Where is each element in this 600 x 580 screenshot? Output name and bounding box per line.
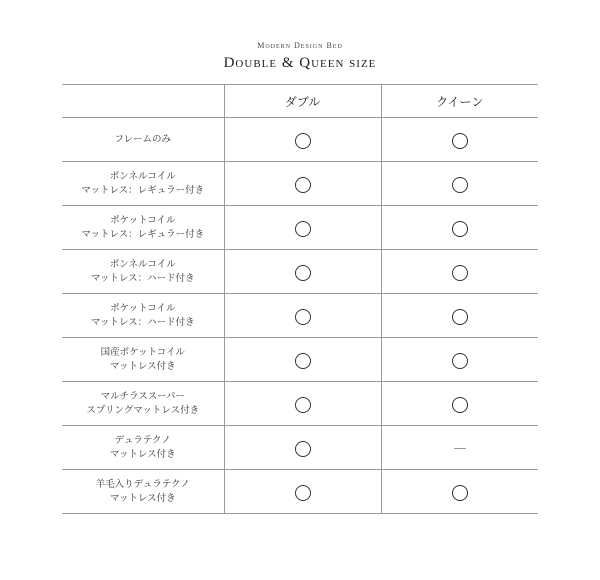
row-label-cell — [62, 338, 224, 382]
available-circle-icon — [452, 353, 468, 369]
row-label-line: マットレス付き — [109, 492, 176, 504]
availability-cell-double — [224, 206, 381, 250]
row-label-line: ポケットコイル — [110, 214, 176, 226]
row-label-line: デュラテクノ — [114, 434, 171, 446]
row-label-line: フレームのみ — [114, 133, 172, 145]
row-label-cell — [62, 426, 224, 470]
availability-cell-double — [224, 118, 381, 162]
row-label-cell — [62, 470, 224, 514]
availability-cell-double — [224, 426, 381, 470]
available-circle-icon — [295, 397, 311, 413]
availability-cell-queen — [381, 162, 538, 206]
row-label-line: スプリングマットレス付き — [86, 404, 200, 416]
row-label-cell — [62, 162, 224, 206]
row-label-line: マットレス付き — [109, 448, 176, 460]
available-circle-icon — [452, 397, 468, 413]
table-row — [62, 382, 538, 426]
header-cell-double: ダブル — [224, 85, 381, 118]
size-availability-table — [62, 84, 538, 514]
row-label-cell — [62, 118, 224, 162]
table-header-row — [62, 85, 538, 118]
row-label-cell — [62, 206, 224, 250]
available-circle-icon — [295, 441, 311, 457]
availability-cell-queen — [381, 206, 538, 250]
availability-cell-queen — [381, 118, 538, 162]
row-label-line: ポケットコイル — [110, 302, 176, 314]
row-label-cell — [62, 382, 224, 426]
page-title: Double & Queen size — [223, 55, 377, 71]
availability-cell-queen — [381, 470, 538, 514]
row-label-line: 国産ポケットコイル — [100, 346, 185, 358]
row-label-cell — [62, 294, 224, 338]
table-row — [62, 118, 538, 162]
available-circle-icon — [452, 133, 468, 149]
available-circle-icon — [295, 309, 311, 325]
table-row — [62, 162, 538, 206]
row-label-line: ボンネルコイル — [109, 258, 176, 270]
page-subtitle: Modern Design Bed — [257, 41, 343, 50]
availability-cell-double — [224, 162, 381, 206]
availability-cell-queen — [381, 294, 538, 338]
header-cell-blank — [62, 85, 224, 118]
table-row — [62, 206, 538, 250]
available-circle-icon — [295, 265, 311, 281]
available-circle-icon — [295, 353, 311, 369]
available-circle-icon — [452, 221, 468, 237]
header-cell-queen: クイーン — [381, 85, 538, 118]
table-row — [62, 250, 538, 294]
row-label-line: マルチラススーパー — [100, 390, 185, 402]
page-header — [0, 40, 600, 72]
row-label-line: ボンネルコイル — [109, 170, 176, 182]
row-label-line: 羊毛入りデュラテクノ — [95, 478, 190, 490]
availability-cell-queen — [381, 250, 538, 294]
availability-cell-double — [224, 250, 381, 294]
available-circle-icon — [452, 177, 468, 193]
availability-cell-double — [224, 470, 381, 514]
row-label-cell — [62, 250, 224, 294]
row-label-line: マットレス：ハード付き — [90, 272, 195, 284]
table-row — [62, 294, 538, 338]
available-circle-icon — [295, 221, 311, 237]
availability-cell-queen — [381, 382, 538, 426]
availability-cell-queen — [381, 426, 538, 470]
availability-cell-queen — [381, 338, 538, 382]
available-circle-icon — [452, 485, 468, 501]
row-label-line: マットレス：ハード付き — [90, 316, 195, 328]
available-circle-icon — [295, 133, 311, 149]
table-row — [62, 470, 538, 514]
availability-cell-double — [224, 338, 381, 382]
available-circle-icon — [452, 309, 468, 325]
availability-cell-double — [224, 294, 381, 338]
available-circle-icon — [295, 177, 311, 193]
table-row — [62, 338, 538, 382]
row-label-line: マットレス：レギュラー付き — [81, 228, 205, 240]
unavailable-dash-icon — [454, 448, 466, 449]
availability-cell-double — [224, 382, 381, 426]
row-label-line: マットレス付き — [109, 360, 176, 372]
table-row — [62, 426, 538, 470]
table-body — [62, 118, 538, 514]
row-label-line: マットレス：レギュラー付き — [81, 184, 205, 196]
available-circle-icon — [452, 265, 468, 281]
available-circle-icon — [295, 485, 311, 501]
